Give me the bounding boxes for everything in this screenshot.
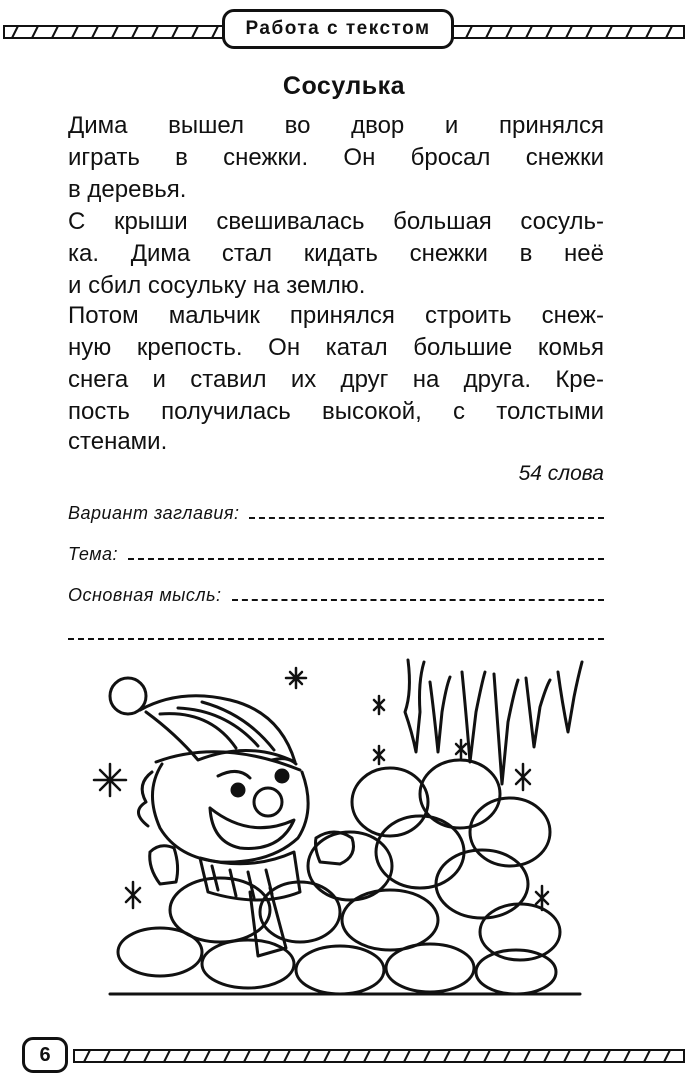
story-line: стенами. (68, 428, 168, 455)
story-line: ную крепость. Он катал большие комья (68, 334, 604, 361)
word-count: 54 слова (518, 462, 604, 485)
main-idea-field[interactable] (68, 578, 604, 606)
main-idea-answer-line[interactable] (232, 599, 604, 601)
page-number: 6 (22, 1037, 68, 1073)
story-line: и сбил сосульку на землю. (68, 272, 366, 299)
extra-answer-line[interactable] (68, 638, 604, 640)
story-line: Дима вышел во двор и принялся (68, 112, 604, 139)
story-line: ка. Дима стал кидать снежки в неё (68, 240, 604, 267)
boy-snow-fort-illustration (90, 652, 600, 1012)
topic-label: Тема: (68, 544, 119, 564)
icicles-drawing (405, 660, 582, 784)
story-line: Потом мальчик принялся строить снеж- (68, 302, 604, 329)
mitten-right-drawing (316, 832, 354, 864)
story-line: С крыши свешивалась большая сосуль- (68, 208, 604, 235)
striped-hat-drawing (110, 678, 300, 770)
section-label: Работа с текстом (222, 9, 454, 49)
mitten-left-drawing (150, 846, 178, 884)
topic-field[interactable] (68, 537, 604, 565)
snowflakes (94, 668, 548, 910)
story-title: Сосулька (282, 72, 406, 100)
title-variant-label: Вариант заглавия: (68, 503, 240, 523)
title-variant-answer-line[interactable] (249, 517, 604, 519)
title-variant-field[interactable] (68, 496, 604, 524)
topic-answer-line[interactable] (128, 558, 604, 560)
story-line: играть в снежки. Он бросал снежки (68, 144, 604, 171)
main-idea-label: Основная мысль: (68, 585, 222, 605)
snowball-fort-drawing (110, 760, 580, 994)
story-line: пость получилась высокой, с толстыми (68, 398, 604, 425)
story-line: в деревья. (68, 176, 187, 203)
bottom-decorative-band (0, 1040, 688, 1070)
story-line: снега и ставил их друг на друга. Кре- (68, 366, 604, 393)
